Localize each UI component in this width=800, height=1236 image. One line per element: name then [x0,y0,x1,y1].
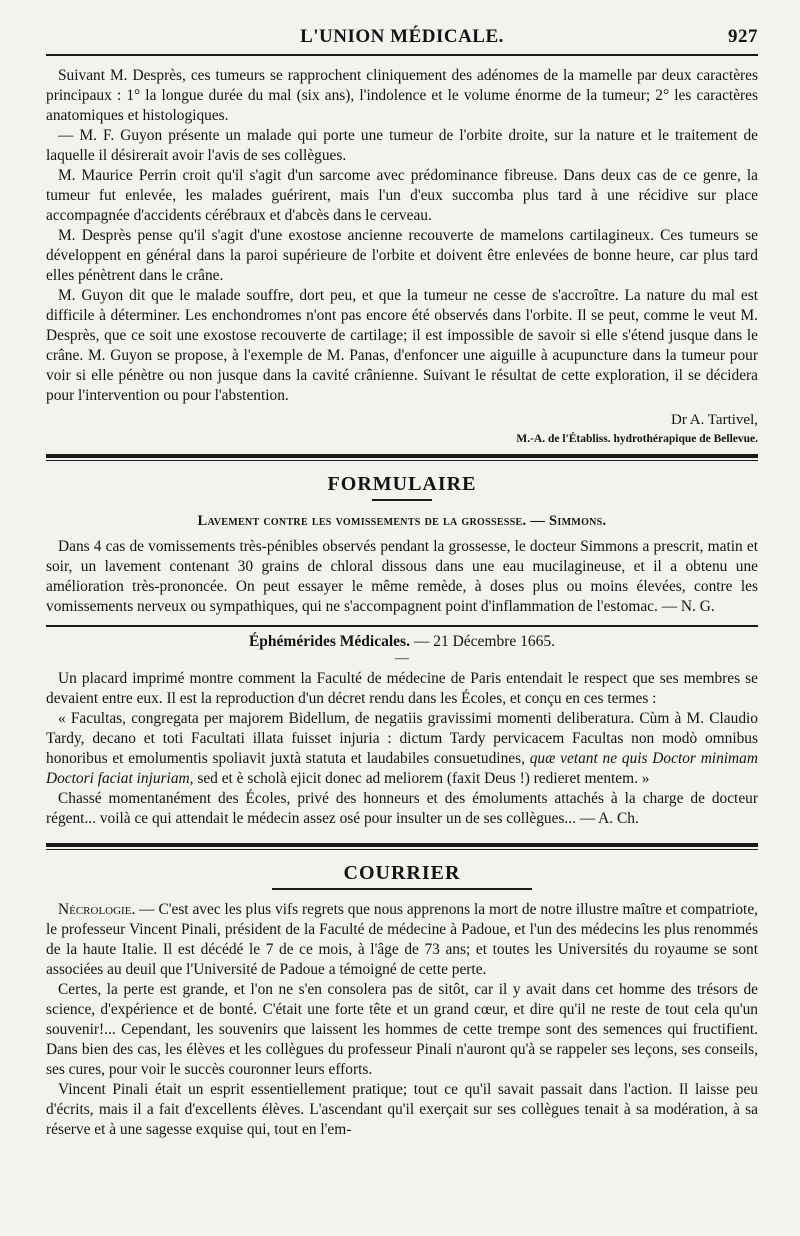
journal-title: L'UNION MÉDICALE. [300,26,504,47]
ephemerides-date: — 21 Décembre 1665. [413,633,556,650]
latin-text: sed et è scholà ejicit donec ad meliorem (faxit Deus !) redieret mentem. » [193,770,650,787]
paragraph: Chassé momentanément des Écoles, privé des honneurs et des émoluments attachés à la charge de docteur régent... voilà ce qui attendait le médecin assez osé pour insulter un de ses collègues... — A. Ch. [46,790,758,827]
dash-separator: — [395,651,409,666]
paragraph: Vincent Pinali était un esprit essentiellement pratique; tout ce qu'il savait passait dans l'action. Il laisse peu d'écrits, mais il a fait d'excellents élèves. L'ascendant qu'il exerçait sur ses collègues tenait à sa modération, à sa réserve et à une sagesse exquise qui, tout en l'em- [46,1081,758,1138]
paragraph: M. Maurice Perrin croit qu'il s'agit d'un sarcome avec prédominance fibreuse. Dans deux cas de ce genre, la tumeur fut enlevée, les malades guérirent, mais l'un d'eux succomba plus tard à une récidive sur place accompagnée d'accidents cérébraux et d'abcès dans le cerveau. [46,167,758,224]
paragraph [46,900,758,980]
latin-italic-text: quæ vetant ne quis Doctor minimam Doctori faciat injuriam, [46,750,758,787]
section-formulaire [46,471,758,617]
title-underline [272,888,532,890]
latin-decree [46,709,758,789]
section-ephemerides [46,631,758,829]
paragraph: Dans 4 cas de vomissements très-pénibles observés pendant la grossesse, le docteur Simmons a prescrit, matin et soir, un lavement contenant 30 grains de chloral dissous dans une eau mucilagineuse, et il a obtenu une amélioration très-prononcée. On peut essayer le même remède, à doses plus ou moins élevées, contre les vomissements nerveux ou sympathiques, qui ne s'accompagnent point d'inflammation de l'estomac. — N. G. [46,538,758,615]
ephemerides-title: Éphémérides Médicales. [248,633,410,650]
section-title [46,631,758,653]
section-title: FORMULAIRE [327,473,477,495]
paragraph: — M. F. Guyon présente un malade qui porte une tumeur de l'orbite droite, sur la nature et le traitement de laquelle il désirerait avoir l'avis de ses collègues. [46,127,758,164]
paragraph: M. Desprès pense qu'il s'agit d'une exostose ancienne recouverte de mamelons cartilagineux. Ces tumeurs se développent en général dans la paroi supérieure de l'orbite et doivent être enlevées de bonne heure, car plus tard elles pénètrent dans le crâne. [46,227,758,284]
author-affiliation: M.-A. de l'Établiss. hydrothérapique de Bellevue. [516,433,758,445]
necrologie-label: Nécrologie. [58,901,136,918]
section-divider [46,454,758,461]
header-rule [46,54,758,56]
section-divider [46,625,758,627]
section-courrier [46,860,758,1140]
title-underline [372,499,432,501]
page-number: 927 [728,26,758,47]
running-head [46,26,758,54]
section-title: COURRIER [343,862,461,884]
paragraph: M. Guyon dit que le malade souffre, dort peu, et que la tumeur ne cesse de s'accroître. La nature du mal est difficile à déterminer. Les enchondromes n'ont pas encore été observés dans l'orbite. Il se peut, comme le veut M. Desprès, que ce soit une exostose recouverte de cartilage; il est impossible de savoir si elle s'étend jusque dans le crâne. M. Guyon se propose, à l'exemple de M. Panas, d'enfoncer une aiguille à acupuncture dans la tumeur pour voir si elle pénètre ou non jusque dans la cavité crânienne. Suivant le résultat de cette exploration, il se décidera pour l'intervention ou pour l'abstention. [46,287,758,404]
section-divider [46,843,758,850]
paragraph: Suivant M. Desprès, ces tumeurs se rapprochent cliniquement des adénomes de la mamelle par deux caractères principaux : 1° la longue durée du mal (six ans), l'indolence et le volume énorme de la tumeur; 2° les caractères anatomiques et histologiques. [46,67,758,124]
author-signature: Dr A. Tartivel, [671,412,758,428]
paragraph: Un placard imprimé montre comment la Faculté de médecine de Paris entendait le respect que ses membres se devaient entre eux. Il est la reproduction d'un décret rendu dans les Écoles, et conçu en ces termes : [46,670,758,707]
paragraph: Certes, la perte est grande, et l'on ne s'en consolera pas de sitôt, car il y avait dans cet homme des trésors de science, d'expérience et de bonté. C'était une forte tête et un grand cœur, et dire qu'il ne reste de tout cela qu'un souvenir!... Cependant, les souvenirs que laissent les hommes de cette trempe sont des semences qui fructifient. Dans bien des cas, les élèves et les collègues du professeur Pinali n'auront qu'à se rappeler ses leçons, ses conseils, ses cures, pour voir le succès couronner leurs efforts. [46,981,758,1078]
paragraph-text: — C'est avec les plus vifs regrets que nous apprenons la mort de notre illustre maître et compatriote, le professeur Vincent Pinali, président de la Faculté de médecine à Padoue, et l'un des médecins les plus renommés de la haute Italie. Il est décédé le 7 de ce mois, à l'âge de 73 ans; et toutes les Universités du royaume se sont associées au deuil que l'Université de Padoue a témoigné de cette perte. [46,901,758,978]
section-article-continuation [46,66,758,448]
latin-text: « Facultas, congregata per majorem Bidellum, de negatiis gravissimi momenti deliberatura. Cùm à M. Claudio Tardy, decano et toti Facultati illata fuisset injuria : dictum Tardy pervicacem Facultas non modò omnibus honoribus et emolumentis spoliavit juxtà statuta et laudabiles consuetudines, [46,710,758,767]
formula-title: Lavement contre les vomissements de la grossesse. — Simmons. [197,513,607,529]
